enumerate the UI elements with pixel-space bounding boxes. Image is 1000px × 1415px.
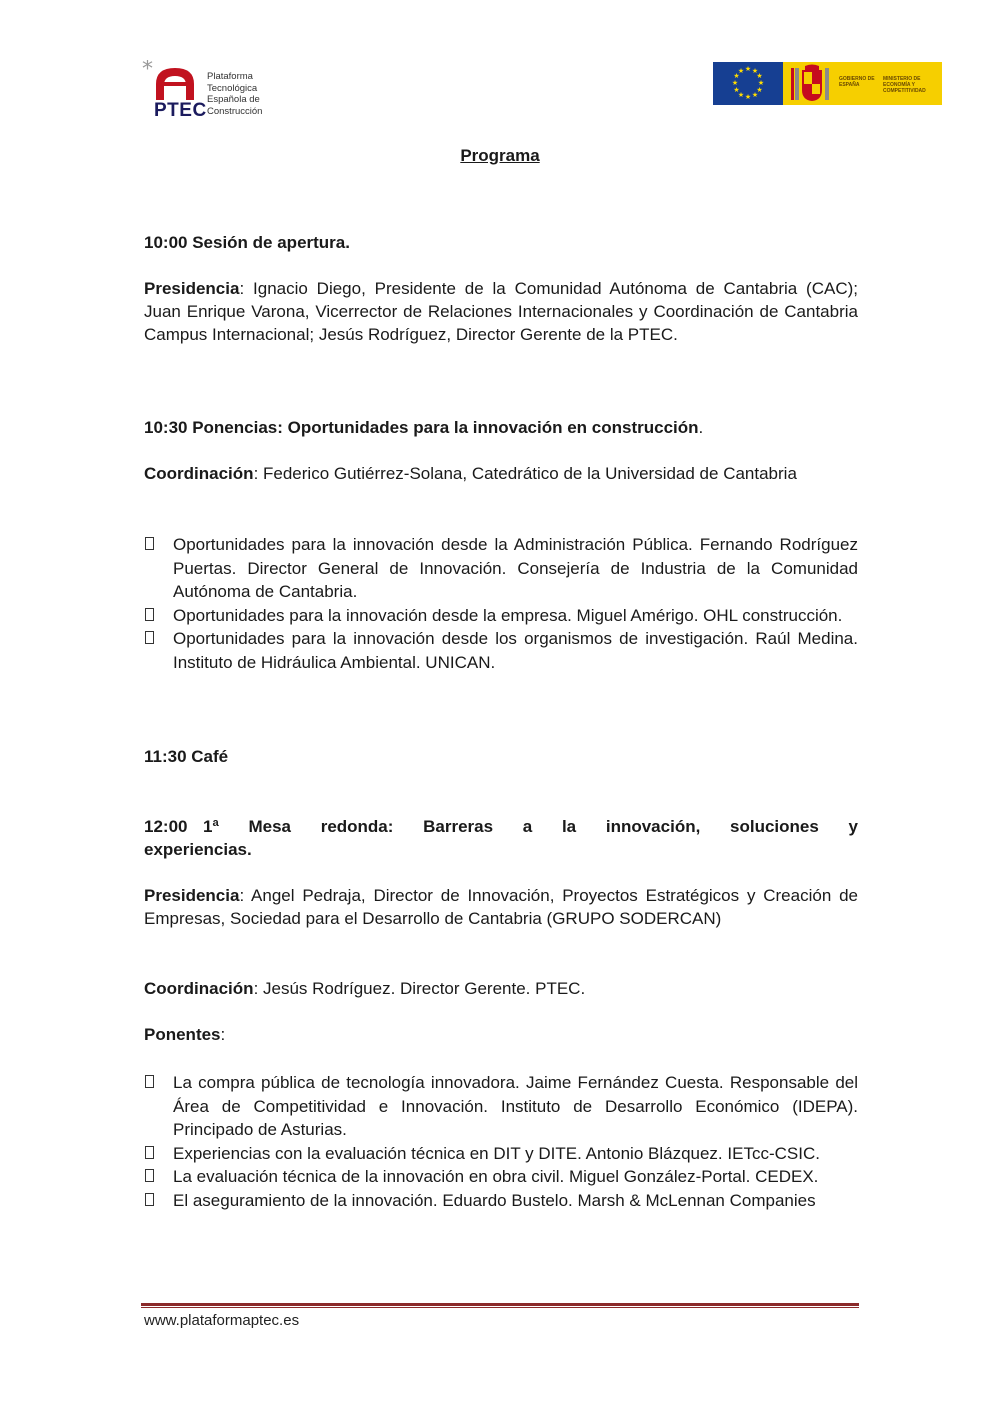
section-heading-cafe: 11:30 Café xyxy=(144,747,229,766)
svg-text:★: ★ xyxy=(733,72,740,80)
ponentes-list xyxy=(144,1071,858,1212)
coordinacion-label: Coordinación xyxy=(144,979,254,998)
list-item xyxy=(144,533,858,604)
ptec-tagline-line: Plataforma xyxy=(207,71,253,82)
bullet-box-icon xyxy=(145,1146,154,1159)
list-item-text: La compra pública de tecnología innovadora. Jaime Fernández Cuesta. Responsable del Área de Competitividad e Innovación. Instituto de Desarrollo Económico (IDEPA). Principado de Asturias. xyxy=(173,1073,858,1139)
list-item xyxy=(144,1142,858,1166)
section-heading-mesa-redonda xyxy=(144,815,858,861)
spain-coat-of-arms-icon xyxy=(791,64,835,103)
ptec-tagline-line: Construcción xyxy=(207,105,263,117)
mesa-coordinacion xyxy=(144,977,858,1000)
svg-text:★: ★ xyxy=(756,72,763,80)
bullet-box-icon xyxy=(145,1075,154,1088)
mesa-heading-line2: experiencias. xyxy=(144,840,252,859)
presidencia-text: : Ignacio Diego, Presidente de la Comunidad Autónoma de Cantabria (CAC); Juan Enrique Varona, Vicerrector de Relaciones Internacionales y Coordinación de Cantabria Campus Internacional; Jesús Rodríguez, Director Gerente de la PTEC. xyxy=(144,279,858,344)
svg-text:★: ★ xyxy=(757,79,765,87)
ptec-tagline-line: Tecnológica xyxy=(207,82,258,94)
list-item-text: Oportunidades para la innovación desde los organismos de investigación. Raúl Medina. Instituto de Hidráulica Ambiental. UNICAN. xyxy=(173,629,858,672)
svg-text:*: * xyxy=(142,60,153,82)
ponencias-list xyxy=(144,533,858,674)
svg-text:★: ★ xyxy=(731,79,739,87)
svg-text:★: ★ xyxy=(737,67,745,75)
svg-text:★: ★ xyxy=(756,86,763,94)
ponentes-label: Ponentes xyxy=(144,1025,221,1044)
ponencias-coordinacion xyxy=(144,462,858,485)
list-item xyxy=(144,1189,858,1213)
svg-text:★: ★ xyxy=(751,91,759,99)
eu-flag-icon xyxy=(713,62,783,105)
section-heading-apertura: 10:00 Sesión de apertura. xyxy=(144,233,350,252)
section-heading-ponencias xyxy=(144,416,858,439)
ponencias-heading-tail: . xyxy=(698,418,704,437)
presidencia-label: Presidencia xyxy=(144,886,240,905)
ponentes-tail: : xyxy=(220,1025,226,1044)
gobierno-label: GOBIERNO DE ESPAÑA xyxy=(839,76,875,88)
bullet-box-icon xyxy=(145,537,154,550)
presidencia-label: Presidencia xyxy=(144,279,240,298)
svg-text:★: ★ xyxy=(744,93,752,101)
svg-text:★: ★ xyxy=(751,67,759,75)
bullet-box-icon xyxy=(145,631,154,644)
coordinacion-text: : Federico Gutiérrez-Solana, Catedrático de la Universidad de Cantabria xyxy=(253,464,797,483)
svg-text:★: ★ xyxy=(744,65,752,73)
list-item xyxy=(144,627,858,674)
bullet-box-icon xyxy=(145,1193,154,1206)
coordinacion-text: : Jesús Rodríguez. Director Gerente. PTEC. xyxy=(253,979,586,998)
mesa-presidencia xyxy=(144,884,858,930)
footer-divider xyxy=(141,1303,859,1308)
svg-text:★: ★ xyxy=(737,91,745,99)
list-item xyxy=(144,1071,858,1142)
ptec-logo xyxy=(142,60,272,124)
presidencia-text: : Angel Pedraja, Director de Innovación, Proyectos Estratégicos y Creación de Empresas, Sociedad para el Desarrollo de Cantabria (GRUPO SODERCAN) xyxy=(144,886,858,928)
list-item-text: La evaluación técnica de la innovación en obra civil. Miguel González-Portal. CEDEX. xyxy=(173,1167,819,1186)
ponencias-heading-text: 10:30 Ponencias: Oportunidades para la innovación en construcción xyxy=(144,418,699,437)
coordinacion-label: Coordinación xyxy=(144,464,254,483)
bullet-box-icon xyxy=(145,608,154,621)
mesa-heading-line1: 1ª Mesa redonda: Barreras a la innovación, soluciones y xyxy=(203,817,858,836)
list-item-text: Experiencias con la evaluación técnica en DIT y DITE. Antonio Blázquez. IETcc-CSIC. xyxy=(173,1143,820,1163)
list-item-text: El aseguramiento de la innovación. Eduardo Bustelo. Marsh & McLennan Companies xyxy=(173,1190,816,1210)
ptec-tagline-line: Española de xyxy=(207,94,260,105)
ptec-wordmark: PTEC xyxy=(154,100,207,121)
list-item xyxy=(144,1165,858,1189)
ptec-arch-icon xyxy=(142,60,208,104)
page-title: Programa xyxy=(460,146,540,165)
ministerio-label: MINISTERIO DE ECONOMÍA Y COMPETITIVIDAD xyxy=(883,76,926,94)
footer-url[interactable]: www.plataformaptec.es xyxy=(144,1312,300,1329)
eu-government-logo xyxy=(713,62,942,105)
mesa-ponentes xyxy=(144,1023,858,1046)
ptec-tagline xyxy=(207,71,262,117)
apertura-presidencia xyxy=(144,277,858,346)
bullet-box-icon xyxy=(145,1169,154,1182)
svg-text:★: ★ xyxy=(733,86,740,94)
mesa-time: 12:00 xyxy=(144,817,188,836)
list-item-text: Oportunidades para la innovación desde la empresa. Miguel Amérigo. OHL construcción. xyxy=(173,605,843,625)
list-item xyxy=(144,604,858,628)
list-item-text: Oportunidades para la innovación desde la Administración Pública. Fernando Rodríguez Puertas. Director General de Innovación. Consejería de Industria de la Comunidad Autónoma de Cantabria. xyxy=(173,535,858,601)
